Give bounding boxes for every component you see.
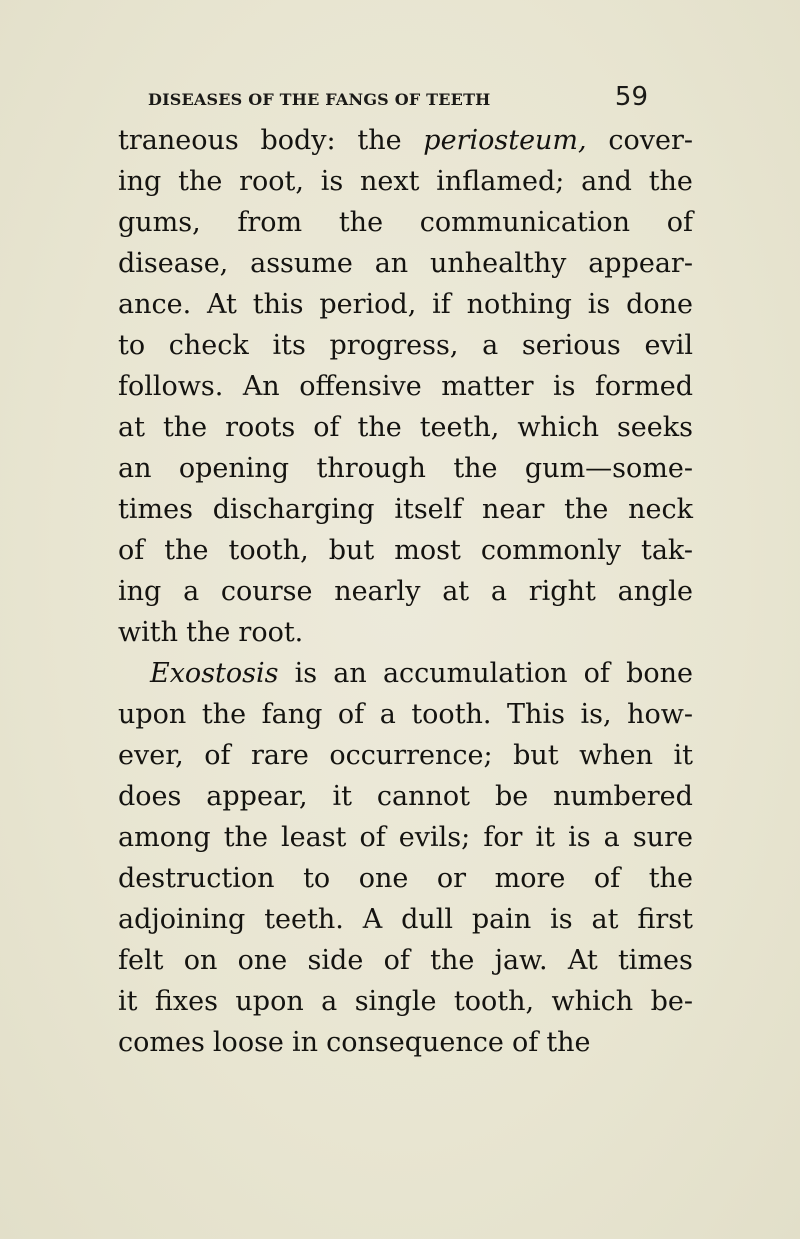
word: with [118,617,178,648]
word: a [482,330,499,361]
word: but [328,535,375,566]
text-line [118,899,693,940]
text-line [118,325,693,366]
paragraph [118,120,693,653]
word: nearly [334,576,421,607]
word: A [362,904,383,935]
word: an [118,453,152,484]
word: at [591,904,619,935]
word: serious [521,330,621,361]
word: it [118,986,138,1017]
word: if [432,289,451,320]
word: done [626,289,693,320]
word: is [587,289,611,320]
text-line [118,653,693,694]
word: to [303,863,331,894]
word: times [617,945,693,976]
word: offensive [299,371,422,402]
word: teeth, [419,412,500,443]
word: this [252,289,304,320]
word: cannot [376,781,471,812]
text-line [118,284,693,325]
word: nothing [466,289,572,320]
word: root. [238,617,304,648]
word: ever, [118,740,184,771]
word: a [321,986,338,1017]
word: the [162,412,208,443]
word: matter [441,371,534,402]
word: an [333,658,367,689]
word: at [118,412,145,443]
word: ing [118,576,162,607]
page-number: 59 [614,82,648,112]
word: is [320,166,344,197]
word: evils; [398,822,471,853]
word: the [164,535,209,566]
word: teeth. [264,904,344,935]
word: the [338,207,384,238]
word: gums, [118,207,201,238]
word: comes [118,1027,205,1058]
word: a [490,576,508,607]
text-line [118,694,693,735]
word: but [513,740,559,771]
word: times [118,494,193,525]
word: a [603,822,620,853]
word: This [507,699,565,730]
word: of [204,740,231,771]
word: of [359,822,386,853]
text-line [118,202,693,243]
word: the [453,453,498,484]
word: right [528,576,596,607]
word: follows. [118,371,224,402]
word: how- [627,699,693,730]
word: assume [250,248,353,279]
word: or [436,863,467,894]
text-line [118,489,693,530]
text-line [118,366,693,407]
text-line [118,448,693,489]
word: side [307,945,364,976]
word: ing [118,166,162,197]
word: is [552,371,576,402]
word: formed [594,371,693,402]
word: period, [319,289,417,320]
word: an [374,248,409,279]
word: the [223,822,268,853]
word: among [118,822,211,853]
word: of [666,207,693,238]
word: most [394,535,461,566]
word: An [242,371,280,402]
word: At [207,289,237,320]
word: next [360,166,420,197]
text-line [118,243,693,284]
italic-word: Exostosis [150,658,279,689]
text-line [118,161,693,202]
word: it [535,822,556,853]
word: of [383,945,410,976]
word: first [637,904,693,935]
word: accumulation [382,658,568,689]
word: the [178,166,223,197]
word: is, [580,699,612,730]
word: discharging [212,494,375,525]
text-line [118,612,693,653]
word: of [583,658,610,689]
text-line [118,817,693,858]
page-header [148,82,648,116]
word: tooth, [453,986,535,1017]
word: be- [650,986,693,1017]
word: fixes [154,986,218,1017]
text-line [118,981,693,1022]
word: pain [471,904,532,935]
word: a [379,699,396,730]
word: root, [239,166,304,197]
word: jaw. [494,945,548,976]
word: rare [250,740,309,771]
word: angle [617,576,693,607]
text-line [118,735,693,776]
word: sure [632,822,693,853]
word: check [168,330,249,361]
word: in [292,1027,319,1058]
word: one [237,945,288,976]
word: the [357,412,402,443]
word: felt [118,945,164,976]
word: on [183,945,218,976]
italic-word: periosteum, [423,125,587,156]
word: its [272,330,306,361]
word: at [442,576,470,607]
word: it [332,781,352,812]
word: is [550,904,573,935]
word: unhealthy [430,248,567,279]
word: course [220,576,313,607]
word: from [237,207,303,238]
word: near [482,494,545,525]
word: disease, [118,248,229,279]
word: neck [628,494,693,525]
word: the [201,699,247,730]
word: adjoining [118,904,246,935]
word: of [593,863,621,894]
word: inflamed; [436,166,565,197]
word: body: [260,125,336,156]
word: gum—some- [524,453,693,484]
word: the [546,1027,591,1058]
word: for [483,822,523,853]
word: fang [261,699,323,730]
text-line [118,776,693,817]
word: appear- [588,248,693,279]
word: is [294,658,318,689]
word: tooth, [228,535,309,566]
text-line [118,530,693,571]
word: appear, [206,781,308,812]
text-line [118,571,693,612]
word: the [648,863,693,894]
word: numbered [553,781,693,812]
word: commonly [480,535,621,566]
word: destruction [118,863,275,894]
body-text [118,120,693,1063]
word: which [551,986,634,1017]
word: upon [118,699,187,730]
word: communication [419,207,631,238]
running-head: DISEASES OF THE FANGS OF TEETH [148,90,491,109]
word: loose [212,1027,284,1058]
word: through [316,453,426,484]
word: to [118,330,146,361]
word: At [567,945,598,976]
text-line [118,407,693,448]
word: progress, [329,330,459,361]
word: seeks [616,412,693,443]
text-line [118,120,693,161]
word: more [494,863,566,894]
word: single [354,986,437,1017]
word: and [581,166,632,197]
text-line [118,858,693,899]
word: least [280,822,347,853]
word: the [564,494,609,525]
word: the [430,945,475,976]
word: cover- [608,125,693,156]
word: is [568,822,591,853]
word: roots [225,412,296,443]
paragraph [118,653,693,1063]
word: ance. [118,289,192,320]
word: of [313,412,340,443]
word: dull [401,904,454,935]
word: when [579,740,653,771]
word: one [358,863,409,894]
text-line [118,940,693,981]
word: traneous [118,125,239,156]
word: tooth. [411,699,492,730]
word: which [517,412,599,443]
word: of [337,699,365,730]
word: bone [626,658,693,689]
word: tak- [640,535,693,566]
word: a [183,576,200,607]
word: does [118,781,182,812]
word: of [511,1027,539,1058]
word: consequence [326,1027,504,1058]
word: the [357,125,402,156]
word: opening [178,453,290,484]
word: upon [235,986,304,1017]
word: evil [644,330,693,361]
word: the [186,617,231,648]
text-line [118,1022,693,1063]
word: of [118,535,145,566]
word: occurrence; [329,740,493,771]
word: it [673,740,693,771]
word: itself [394,494,463,525]
word: the [648,166,693,197]
word: be [494,781,529,812]
